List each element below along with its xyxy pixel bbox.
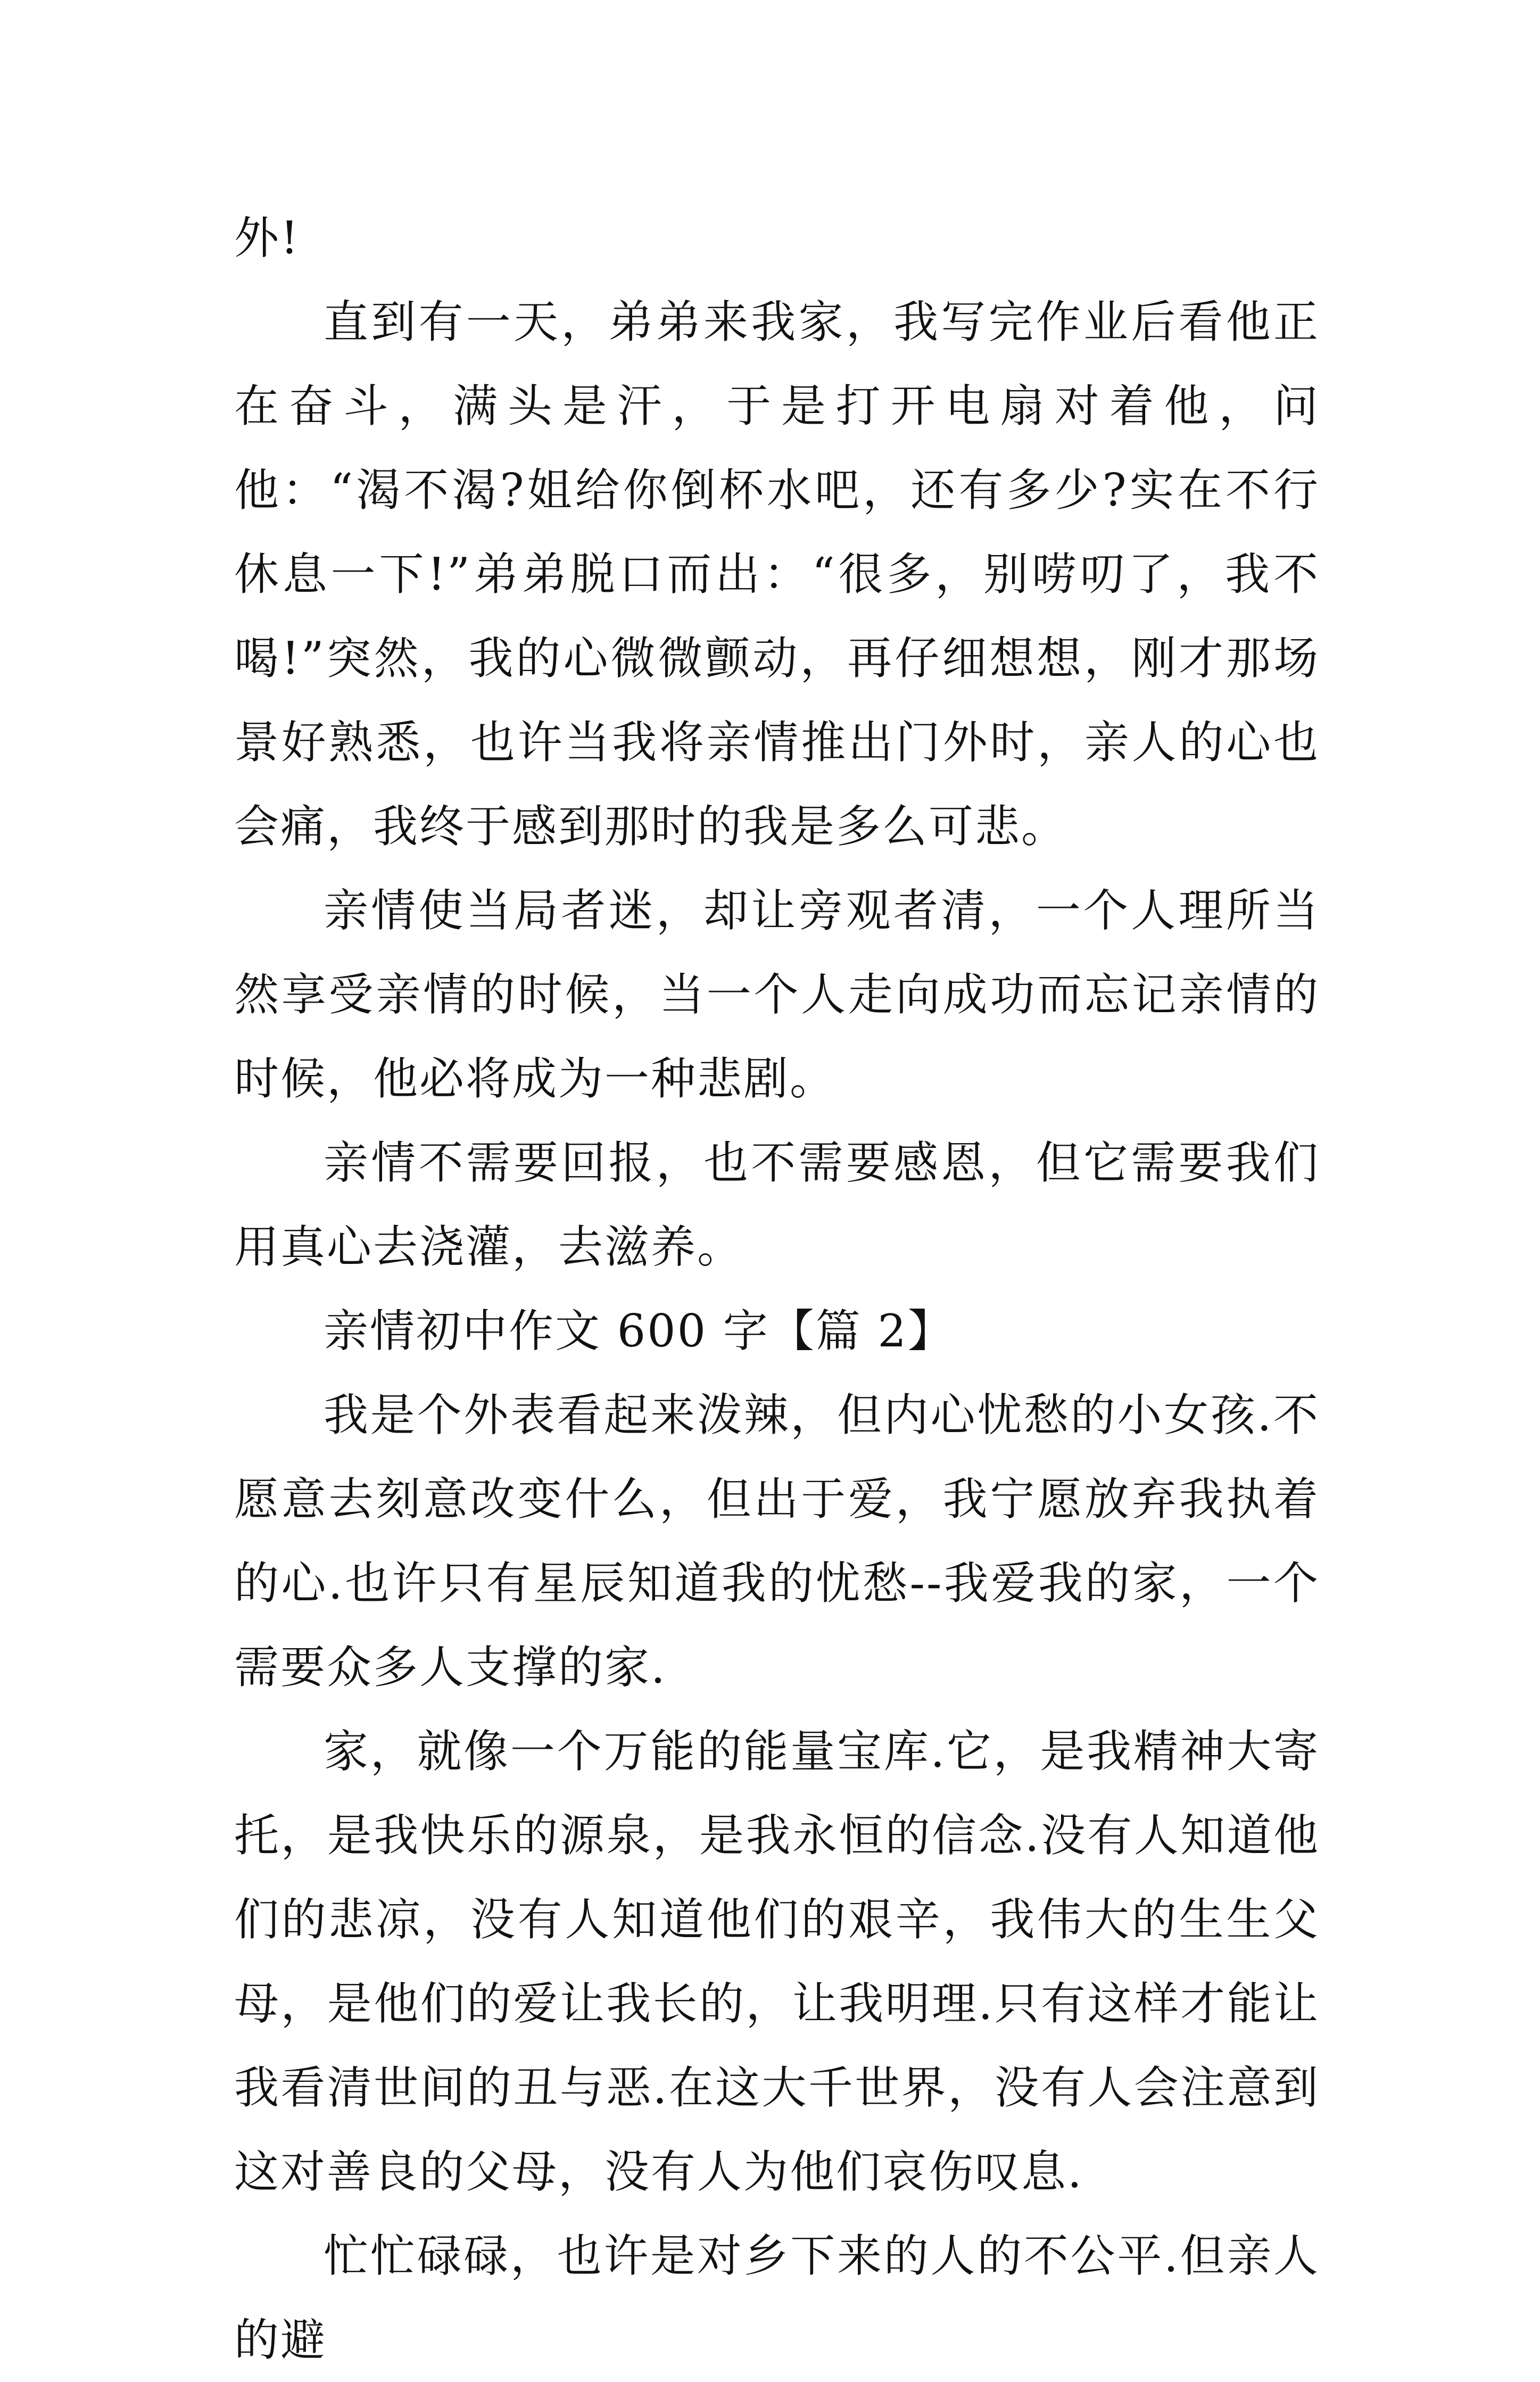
paragraph-family-nurture: 亲情不需要回报，也不需要感恩，但它需要我们用真心去浇灌，去滋养。 bbox=[234, 1137, 1320, 1273]
paragraph-busy-life: 忙忙碌碌，也许是对乡下来的人的不公平.但亲人的避 bbox=[234, 2230, 1320, 2366]
paragraph-continuation: 外! bbox=[234, 212, 300, 264]
paragraph-family-reflection: 亲情使当局者迷，却让旁观者清，一个人理所当然享受亲情的时候，当一个人走向成功而忘记亲情的时候，他必将成为一种悲剧。 bbox=[234, 884, 1320, 1105]
paragraph-home-treasure: 家，就像一个万能的能量宝库.它，是我精神大寄托，是我快乐的源泉，是我永恒的信念.没有人知道他们的悲凉，没有人知道他们的艰辛，我伟大的生生父母，是他们的爱让我长的，让我明理.只有这样才能让我看清世间的丑与恶.在这大千世界，没有人会注意到这对善良的父母，没有人为他们哀伤叹息. bbox=[234, 1725, 1320, 2198]
section-heading: 亲情初中作文 600 字【篇 2】 bbox=[324, 1305, 954, 1357]
document-body bbox=[234, 196, 1320, 2382]
paragraph-girl-intro: 我是个外表看起来泼辣，但内心忧愁的小女孩.不愿意去刻意改变什么，但出于爱，我宁愿放弃我执着的心.也许只有星辰知道我的忧愁--我爱我的家，一个需要众多人支撑的家. bbox=[234, 1389, 1320, 1693]
paragraph-brother-visit: 直到有一天，弟弟来我家，我写完作业后看他正在奋斗，满头是汗，于是打开电扇对着他，问他：“渴不渴?姐给你倒杯水吧，还有多少?实在不行休息一下!”弟弟脱口而出：“很多，别唠叨了，我不喝!”突然，我的心微微颤动，再仔细想想，刚才那场景好熟悉，也许当我将亲情推出门外时，亲人的心也会痛，我终于感到那时的我是多么可悲。 bbox=[234, 296, 1320, 853]
